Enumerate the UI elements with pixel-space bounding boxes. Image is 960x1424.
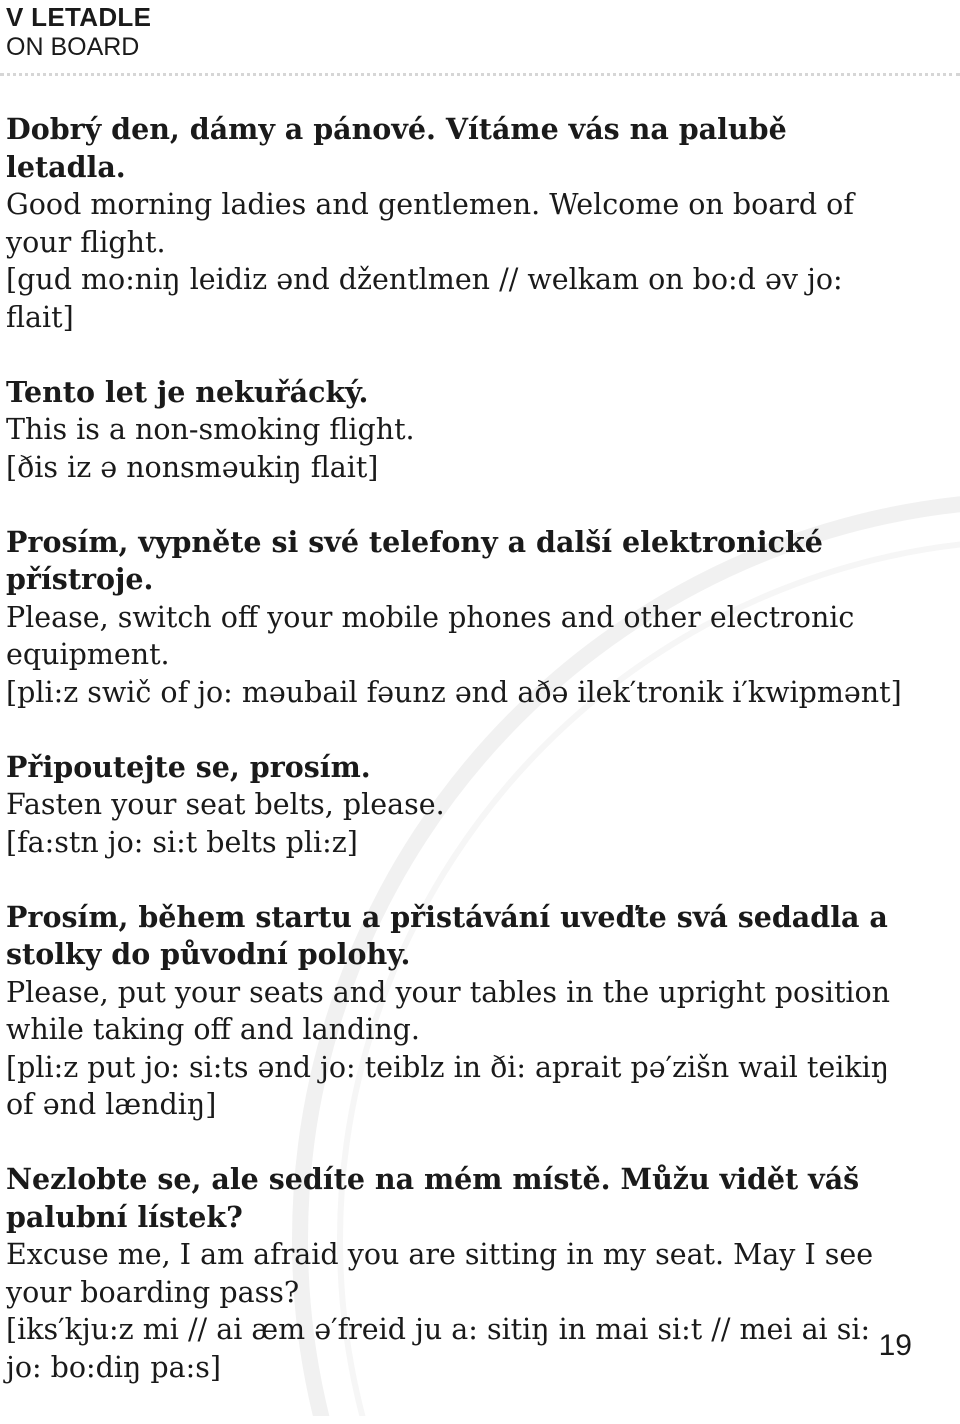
pronunciation: [ðis iz ə nonsməukiŋ flait] <box>6 450 379 484</box>
english-translation: Fasten your seat belts, please. <box>6 788 445 821</box>
czech-phrase: Dobrý den, dámy a pánové. Vítáme vás na palubě letadla. <box>6 112 787 184</box>
czech-phrase: Připoutejte se, prosím. <box>6 749 371 784</box>
phrase-block <box>6 749 906 862</box>
english-translation: Good morning ladies and gentlemen. Welcome on board of your flight. <box>6 188 854 259</box>
phrase-block <box>6 524 906 712</box>
pronunciation: [pli:z put jo: si:ts ənd jo: teiblz in ði: aprait pə′zišn wail teikiŋ of ənd lændiŋ] <box>6 1050 890 1121</box>
header-divider <box>0 73 960 76</box>
english-translation: Excuse me, I am afraid you are sitting in my seat. May I see your boarding pass? <box>6 1238 874 1309</box>
phrase-block <box>6 1161 906 1386</box>
section-subtitle: ON BOARD <box>6 33 140 61</box>
phrase-list <box>6 111 906 1424</box>
czech-phrase: Prosím, vypněte si své telefony a další elektronické přístroje. <box>6 524 823 596</box>
pronunciation: [fa:stn jo: si:t belts pli:z] <box>6 825 358 859</box>
page-number: 19 <box>878 1329 912 1362</box>
pronunciation: [gud mo:niŋ leidiz ənd džentlmen // welkam on bo:d əv jo: flait] <box>6 263 843 334</box>
czech-phrase: Prosím, během startu a přistávání uveďte svá sedadla a stolky do původní polohy. <box>6 899 888 971</box>
english-translation: This is a non-smoking flight. <box>6 413 415 446</box>
section-header <box>6 2 151 62</box>
phrase-block <box>6 899 906 1124</box>
czech-phrase: Nezlobte se, ale sedíte na mém místě. Můžu vidět váš palubní lístek? <box>6 1162 860 1234</box>
pronunciation: [iks′kju:z mi // ai æm ə′freid ju a: sitiŋ in mai si:t // mei ai si: jo: bo:diŋ pa:s] <box>6 1313 871 1384</box>
phrase-block <box>6 111 906 336</box>
section-title: V LETADLE <box>6 2 152 32</box>
english-translation: Please, put your seats and your tables in the upright position while taking off and landing. <box>6 975 891 1046</box>
english-translation: Please, switch off your mobile phones and other electronic equipment. <box>6 600 855 671</box>
czech-phrase: Tento let je nekuřácký. <box>6 374 369 409</box>
pronunciation: [pli:z swič of jo: məubail fəunz ənd aðə ilek′tronik i′kwipmənt] <box>6 675 902 709</box>
phrase-block <box>6 374 906 487</box>
